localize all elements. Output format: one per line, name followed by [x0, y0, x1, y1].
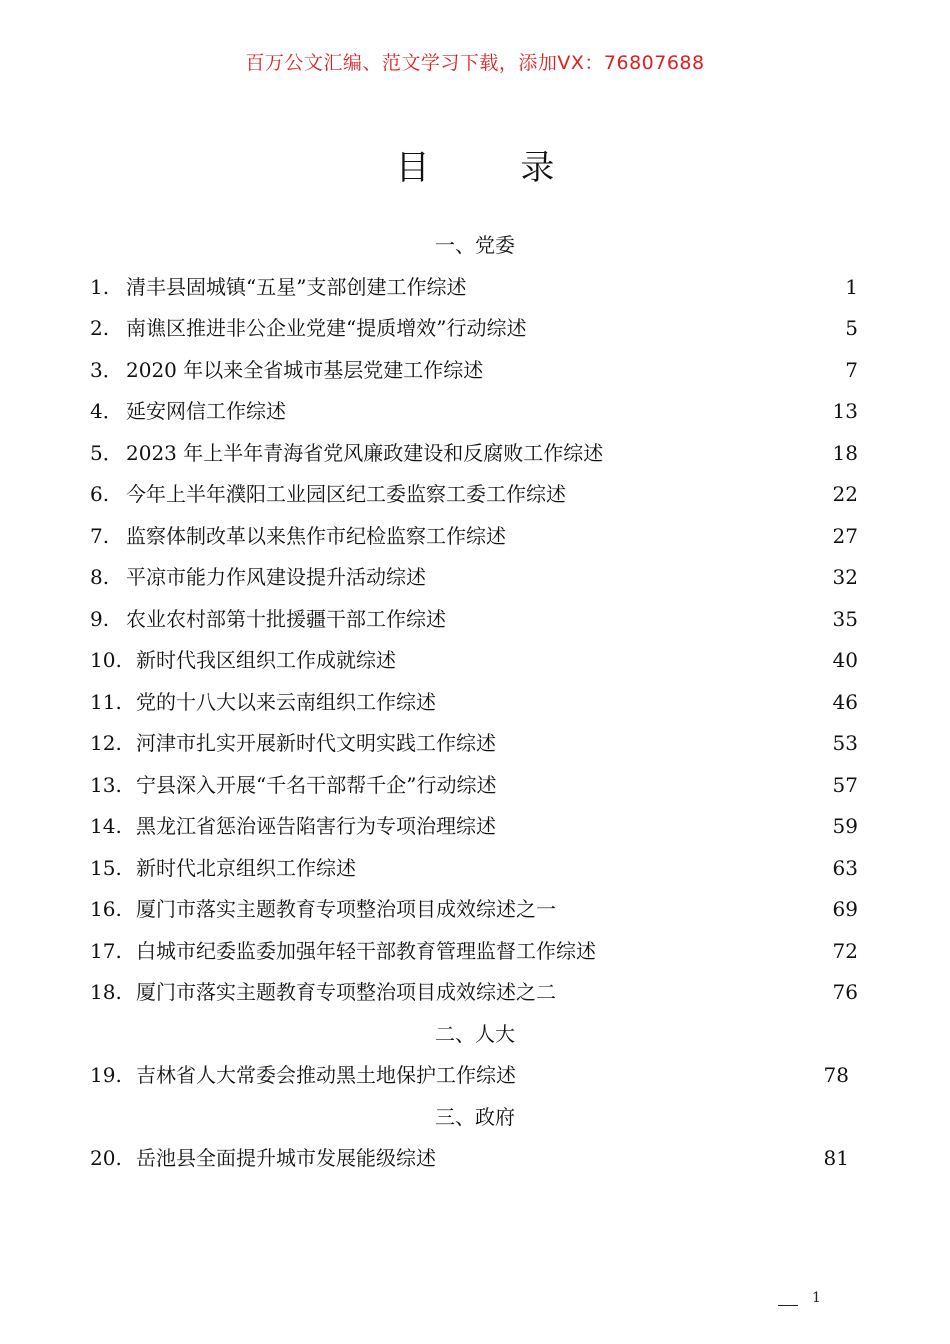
entry-number: 9. [90, 606, 110, 631]
entry-number: 19. [90, 1063, 122, 1087]
entry-number: 7. [90, 523, 110, 548]
entry-title: 南谯区推进非公企业党建“提质增效”行动综述 [126, 316, 527, 340]
section-label: 一、党委 [435, 233, 515, 257]
entry-number: 5． [90, 440, 123, 465]
toc-entry[interactable] [0, 433, 950, 475]
toc-entry[interactable] [0, 765, 950, 807]
toc-entry[interactable] [0, 350, 950, 392]
entry-title: 吉林省人大常委会推动黑土地保护工作综述 [136, 1063, 516, 1087]
watermark-banner: 百万公文汇编、范文学习下载，添加VX：76807688 [245, 52, 705, 74]
entry-title: 2020 年以来全省城市基层党建工作综述 [126, 357, 484, 382]
entry-number: 13. [90, 772, 122, 797]
entry-page: 57 [832, 772, 858, 797]
entry-title: 宁县深入开展“千名干部帮千企”行动综述 [136, 772, 497, 797]
entry-page: 69 [832, 897, 858, 921]
entry-page: 81 [823, 1146, 849, 1170]
entry-number: 10. [90, 648, 122, 672]
entry-page: 27 [832, 523, 858, 548]
entry-title: 2023 年上半年青海省党风廉政建设和反腐败工作综述 [126, 440, 604, 465]
entry-page: 35 [832, 606, 858, 631]
toc-entry[interactable] [0, 1138, 950, 1180]
entry-number: 6. [90, 482, 110, 506]
entry-number: 1. [90, 274, 110, 299]
toc-entry[interactable] [0, 682, 950, 724]
toc-entry[interactable] [0, 557, 950, 599]
toc-section-party [0, 225, 950, 267]
entry-number: 15. [90, 855, 122, 880]
entry-number: 3． [90, 357, 123, 382]
toc-entry[interactable] [0, 931, 950, 973]
entry-page: 5 [845, 316, 858, 340]
toc-entry[interactable] [0, 516, 950, 558]
entry-page: 72 [832, 938, 858, 963]
entry-title: 新时代我区组织工作成就综述 [136, 648, 396, 672]
table-of-contents [0, 225, 950, 1180]
toc-section-congress [0, 1014, 950, 1056]
entry-page: 63 [832, 855, 858, 880]
entry-page: 1 [845, 274, 858, 299]
entry-page: 59 [832, 814, 858, 838]
toc-entry[interactable] [0, 848, 950, 890]
toc-entry[interactable] [0, 267, 950, 309]
toc-entry[interactable] [0, 599, 950, 641]
entry-title: 河津市扎实开展新时代文明实践工作综述 [136, 731, 496, 755]
toc-entry[interactable] [0, 640, 950, 682]
toc-entry[interactable] [0, 474, 950, 516]
entry-page: 13 [832, 399, 858, 423]
entry-number: 11. [90, 689, 122, 714]
toc-title: 目 录 [395, 148, 595, 188]
entry-number: 17. [90, 938, 122, 963]
entry-page: 46 [832, 689, 858, 714]
entry-title: 延安网信工作综述 [126, 399, 286, 423]
entry-title: 黑龙江省惩治诬告陷害行为专项治理综述 [136, 814, 496, 838]
entry-title: 农业农村部第十批援疆干部工作综述 [126, 606, 446, 631]
entry-page: 32 [832, 565, 858, 589]
entry-page: 40 [832, 648, 858, 672]
entry-number: 18. [90, 980, 122, 1004]
entry-number: 2. [90, 316, 110, 340]
entry-page: 22 [832, 482, 858, 506]
toc-entry[interactable] [0, 889, 950, 931]
toc-entry[interactable] [0, 391, 950, 433]
entry-number: 20. [90, 1146, 122, 1170]
entry-title: 新时代北京组织工作综述 [136, 855, 356, 880]
entry-page: 7 [845, 357, 858, 382]
entry-title: 白城市纪委监委加强年轻干部教育管理监督工作综述 [136, 938, 596, 963]
toc-entry[interactable] [0, 806, 950, 848]
entry-page: 76 [832, 980, 858, 1004]
toc-entry[interactable] [0, 972, 950, 1014]
toc-entry[interactable] [0, 308, 950, 350]
entry-number: 12. [90, 731, 122, 755]
entry-page: 78 [823, 1063, 849, 1087]
section-label: 三、政府 [435, 1104, 515, 1129]
entry-title: 党的十八大以来云南组织工作综述 [136, 689, 436, 714]
entry-title: 清丰县固城镇“五星”支部创建工作综述 [126, 274, 467, 299]
entry-number: 16. [90, 897, 122, 921]
entry-page: 53 [832, 731, 858, 755]
entry-title: 平凉市能力作风建设提升活动综述 [126, 565, 426, 589]
footer-page-number: 1 [812, 1290, 821, 1306]
entry-title: 今年上半年濮阳工业园区纪工委监察工委工作综述 [126, 482, 566, 506]
entry-title: 厦门市落实主题教育专项整治项目成效综述之二 [136, 980, 556, 1004]
entry-number: 4． [90, 399, 123, 423]
entry-title: 岳池县全面提升城市发展能级综述 [136, 1146, 436, 1170]
toc-entry[interactable] [0, 723, 950, 765]
entry-number: 8. [90, 565, 110, 589]
entry-number: 14. [90, 814, 122, 838]
entry-page: 18 [832, 440, 858, 465]
section-label: 二、人大 [435, 1021, 515, 1046]
entry-title: 监察体制改革以来焦作市纪检监察工作综述 [126, 523, 506, 548]
entry-title: 厦门市落实主题教育专项整治项目成效综述之一 [136, 897, 556, 921]
toc-entry[interactable] [0, 1055, 950, 1097]
footer-rule [778, 1305, 798, 1306]
toc-section-government [0, 1097, 950, 1139]
